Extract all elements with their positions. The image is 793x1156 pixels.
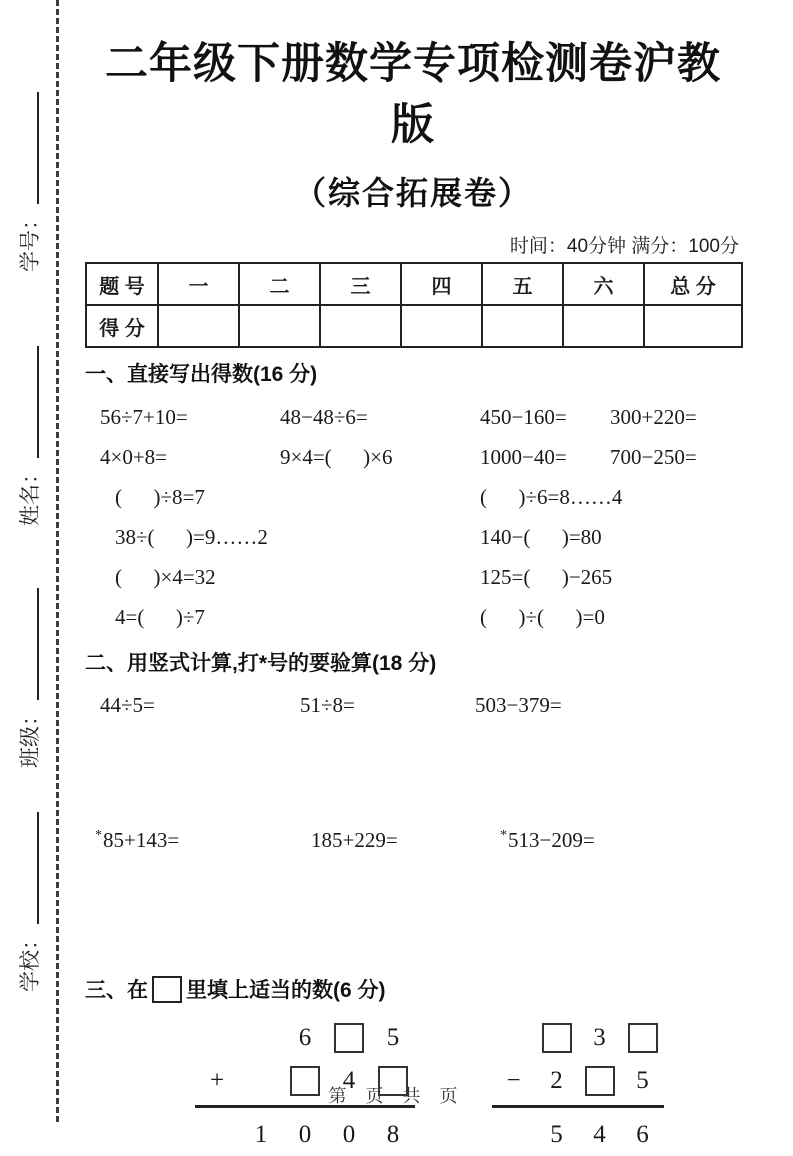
name-label: 姓名：	[19, 463, 42, 526]
paper-body	[85, 0, 741, 1156]
plus-operator: +	[209, 1066, 225, 1094]
fill-blank-problem: 140−( )=80	[480, 524, 602, 549]
oral-problem: 700−250=	[610, 444, 697, 469]
digit: 5	[550, 1120, 563, 1148]
margin-field-name	[12, 334, 46, 526]
column-calc-problem: 503−379=	[475, 692, 562, 717]
digit: 0	[342, 1120, 356, 1148]
fill-blank-line	[19, 92, 39, 204]
oral-problems-row-2	[85, 437, 741, 477]
section-two-heading: 二、用竖式计算,打*号的要验算(18 分)	[85, 652, 437, 675]
fill-blank-line	[19, 346, 39, 458]
score-cell	[239, 305, 320, 347]
column-header: 二	[239, 263, 320, 305]
total-score-header: 总 分	[644, 263, 742, 305]
digit: 5	[636, 1066, 649, 1094]
oral-problem: 48−48÷6=	[280, 404, 368, 429]
margin-field-class	[12, 576, 46, 768]
column-calc-problem: 44÷5=	[100, 692, 155, 717]
digit: 1	[254, 1120, 268, 1148]
digit: 2	[550, 1066, 563, 1094]
problem-text: 185+229=	[311, 827, 398, 852]
score-table-header-row	[86, 263, 742, 305]
oral-problem: 56÷7+10=	[100, 404, 188, 429]
score-cell	[482, 305, 563, 347]
oral-problem: 9×4=( )×6	[280, 444, 393, 469]
fill-blank-line	[19, 588, 39, 700]
score-cell	[158, 305, 239, 347]
fill-in-box	[542, 1023, 572, 1053]
column-header: 五	[482, 263, 563, 305]
fill-blank-problem: ( )÷( )=0	[480, 604, 605, 629]
digit: 0	[298, 1120, 312, 1148]
paper-subtitle: （综合拓展卷）	[293, 175, 532, 211]
fill-blank-problem: 38÷( )=9……2	[115, 524, 268, 549]
digit: 4	[342, 1066, 356, 1094]
column-calc-problem: 51÷8=	[300, 692, 355, 717]
problem-text: 513−209=	[508, 827, 595, 852]
question-number-header: 题 号	[86, 263, 158, 305]
fill-blank-problems	[85, 477, 741, 637]
column-header: 四	[401, 263, 482, 305]
problem-text: 85+143=	[103, 827, 180, 852]
score-cell	[563, 305, 644, 347]
oral-problem: 300+220=	[610, 404, 697, 429]
check-mark-star: *	[500, 827, 507, 843]
fill-in-box	[628, 1023, 658, 1053]
subtraction-result	[492, 1113, 664, 1156]
oral-problem: 450−160=	[480, 404, 567, 429]
heading-prefix: 三、在	[85, 979, 148, 1002]
column-calc-problem	[310, 828, 500, 853]
school-label: 学校：	[19, 929, 42, 992]
fill-blank-line	[19, 812, 39, 924]
fill-blank-problem: 125=( )−265	[480, 564, 613, 589]
digit: 4	[593, 1120, 606, 1148]
fill-blank-problem: 4=( )÷7	[115, 604, 205, 629]
student-number-label: 学号：	[19, 209, 42, 272]
fill-blank-problem: ( )÷6=8……4	[480, 484, 623, 509]
fill-in-box	[334, 1023, 364, 1053]
class-label: 班级：	[19, 705, 42, 768]
addition-result	[195, 1113, 415, 1156]
margin-field-school	[12, 800, 46, 992]
margin-field-student-number	[12, 80, 46, 272]
digit: 8	[386, 1120, 400, 1148]
heading-suffix: 里填上适当的数(6 分)	[186, 979, 386, 1002]
exam-time-score-info: 时间：40分钟 满分：100分	[509, 236, 739, 257]
column-calc-problems-row-2	[85, 820, 741, 860]
column-header: 三	[320, 263, 401, 305]
score-table-score-row	[86, 305, 742, 347]
oral-problem: 4×0+8=	[100, 444, 168, 469]
check-mark-star: *	[95, 827, 102, 843]
column-header: 六	[563, 263, 644, 305]
fill-in-box	[152, 976, 182, 1003]
digit: 6	[298, 1023, 312, 1051]
digit: 3	[593, 1023, 606, 1051]
digit: 5	[386, 1023, 400, 1051]
section-three-heading	[85, 974, 741, 1004]
oral-problems-row-1	[85, 397, 741, 437]
column-header: 一	[158, 263, 239, 305]
score-table	[85, 262, 743, 348]
fill-blank-problem: ( )÷8=7	[115, 484, 205, 509]
score-cell	[320, 305, 401, 347]
column-calc-problems-row-1	[85, 685, 741, 725]
paper-title: 二年级下册数学专项检测卷沪教版	[105, 40, 721, 149]
page-number-footer: 第 页 共 页	[328, 1086, 465, 1106]
oral-problem: 1000−40=	[480, 444, 567, 469]
section-one-heading: 一、直接写出得数(16 分)	[85, 363, 318, 386]
minus-operator: −	[506, 1066, 521, 1094]
column-calc-problem-starred	[95, 828, 310, 853]
binding-dashed-line	[56, 0, 59, 1122]
score-cell	[401, 305, 482, 347]
column-calc-problem-starred	[500, 828, 741, 853]
fill-blank-problem: ( )×4=32	[115, 564, 216, 589]
digit: 6	[636, 1120, 649, 1148]
total-score-cell	[644, 305, 742, 347]
score-row-header: 得 分	[86, 305, 158, 347]
